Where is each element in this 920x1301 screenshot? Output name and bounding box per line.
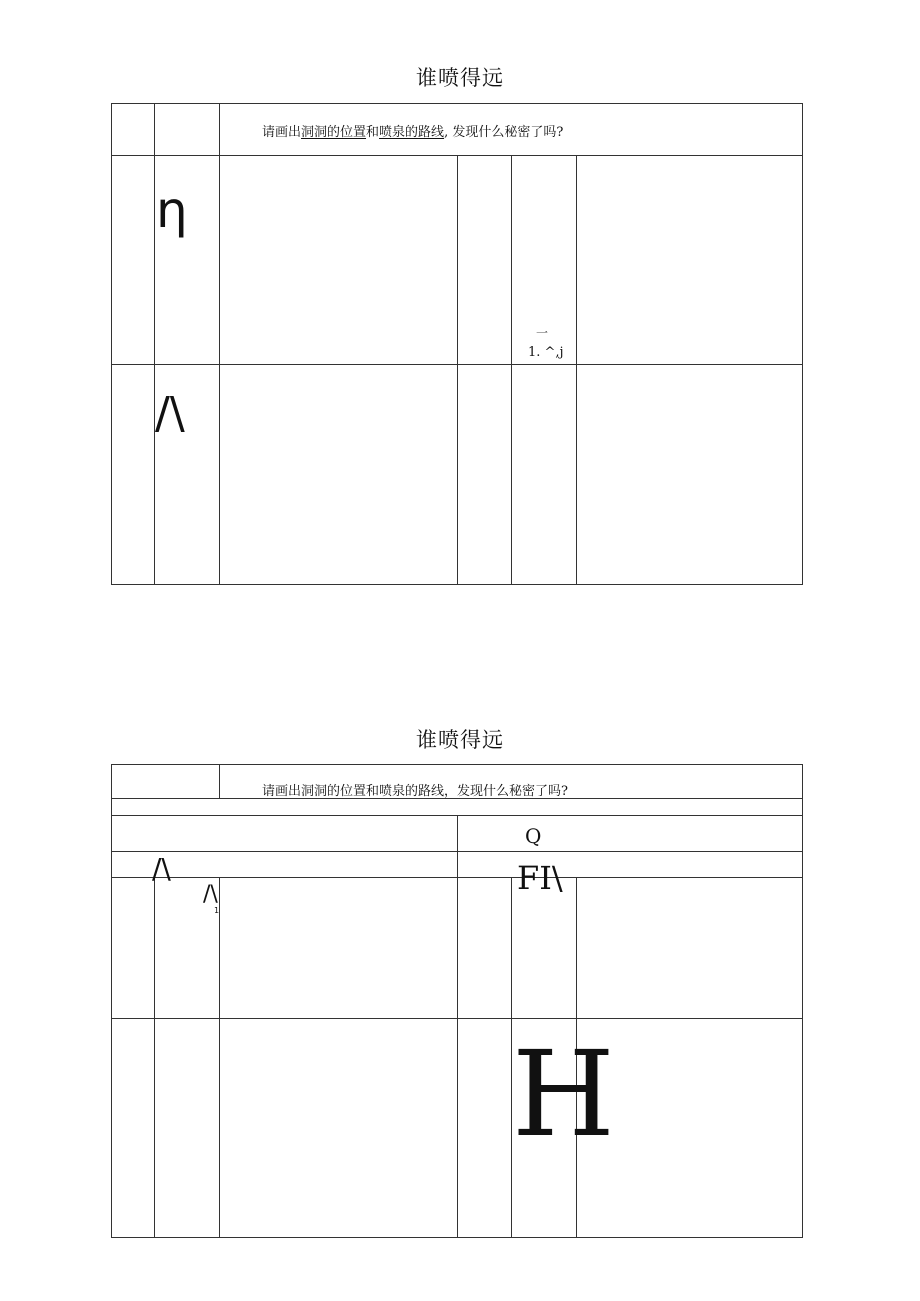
row-a-mark-small: 1 bbox=[214, 906, 220, 915]
table-rule bbox=[219, 877, 220, 1238]
table-rule bbox=[457, 815, 458, 878]
mark-right-clip: FI\ bbox=[517, 859, 563, 897]
table-rule bbox=[154, 877, 155, 1238]
table-rule bbox=[154, 103, 155, 585]
instruction-text: 请画出洞洞的位置和喷泉的路线，发现什么秘密了吗? bbox=[262, 784, 568, 799]
table-border-left bbox=[111, 103, 112, 585]
note-dash: 一 bbox=[536, 326, 549, 340]
mark-left: /\ bbox=[152, 852, 171, 885]
table-border-left bbox=[111, 764, 112, 1238]
table-rule bbox=[219, 764, 220, 798]
clipped-mark-big bbox=[512, 1025, 615, 1163]
instruction-part-underlined: 喷泉的路线 bbox=[379, 125, 445, 140]
row-2-mark: /\ bbox=[155, 388, 185, 439]
table-border-right bbox=[802, 764, 803, 1238]
instruction-part: 请画出 bbox=[262, 125, 302, 140]
worksheet-1-title: 谁喷得远 bbox=[416, 66, 504, 90]
mark-big: H bbox=[512, 1025, 615, 1163]
row-1-mark: η bbox=[156, 181, 188, 239]
table-border-top bbox=[111, 764, 803, 765]
mark-q: Q bbox=[525, 824, 542, 848]
table-rule bbox=[457, 877, 458, 1238]
table-rule bbox=[457, 155, 458, 585]
clipped-mark-right bbox=[515, 852, 575, 897]
row-a-mark: /\ bbox=[203, 882, 218, 907]
table-rule bbox=[511, 155, 512, 585]
table-rule bbox=[219, 103, 220, 585]
instruction-part: , 发现什么秘密了吗? bbox=[444, 125, 564, 140]
table-border-right bbox=[802, 103, 803, 585]
note-text: 1. ^,j bbox=[528, 345, 564, 360]
clipped-mark-left bbox=[150, 852, 210, 885]
instruction-text bbox=[262, 121, 563, 140]
table-rule bbox=[576, 155, 577, 585]
instruction-part: 和 bbox=[366, 125, 380, 140]
instruction-part-underlined: 洞洞的位置 bbox=[301, 125, 367, 140]
worksheet-2-title: 谁喷得远 bbox=[416, 728, 504, 752]
table-border-top bbox=[111, 103, 803, 104]
